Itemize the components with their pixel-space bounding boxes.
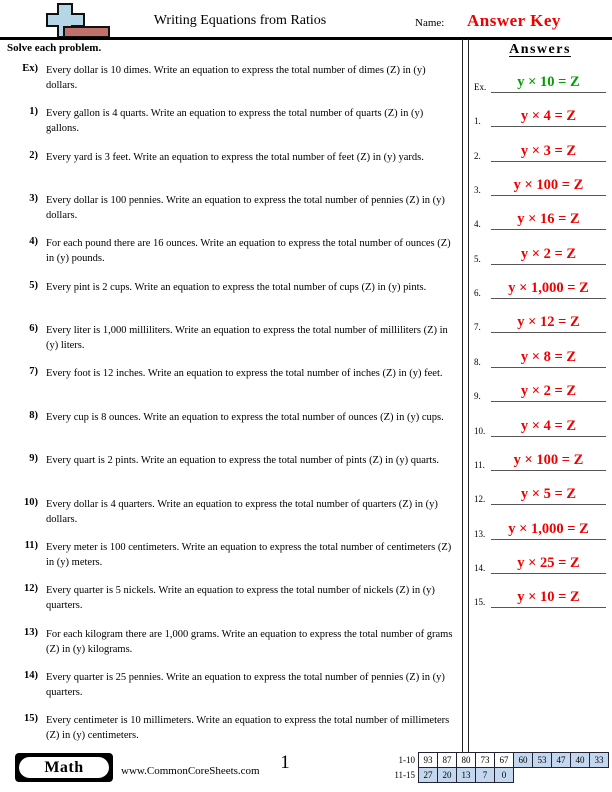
score-cell: 93 [419, 753, 438, 768]
problem-item [0, 713, 458, 743]
problem-number: 9) [29, 453, 38, 465]
problem-number: 8) [29, 409, 38, 421]
score-cell: 27 [419, 768, 438, 783]
column-divider [462, 39, 469, 753]
problem-number: 3) [29, 193, 38, 205]
worksheet-title: Writing Equations from Ratios [153, 13, 327, 28]
problem-item [0, 63, 458, 93]
score-cell: 40 [571, 753, 590, 768]
problem-text: Every yard is 3 feet. Write an equation to express the total number of feet (Z) in (y) yards. [46, 151, 424, 163]
answer-number: 1. [474, 116, 481, 127]
problem-number: Ex) [22, 63, 38, 74]
answer-row [472, 103, 608, 127]
problem-text: Every quart is 2 pints. Write an equation to express the total number of pints (Z) in (y) quarts. [46, 455, 440, 467]
problem-item [0, 670, 458, 700]
answer-number: 12. [474, 494, 486, 505]
score-cell: 67 [495, 753, 514, 768]
problem-text: Every liter is 1,000 milliliters. Write an equation to express the total number of milliliters (Z) in (y) liters. [46, 325, 448, 352]
problem-text: Every centimeter is 10 millimeters. Write an equation to express the total number of millimeters (Z) in (y) centimeters. [46, 715, 450, 742]
answer-number: 9. [474, 391, 481, 402]
problem-text: For each kilogram there are 1,000 grams. Write an equation to express the total number of grams (Z) in (y) kilograms. [46, 628, 453, 655]
problem-number: 2) [29, 149, 38, 161]
answer-equation: y × 4 = Z [520, 417, 577, 434]
score-cell: 60 [514, 753, 533, 768]
answer-number: 7. [474, 322, 481, 333]
answer-number: 2. [474, 150, 481, 161]
problem-item [0, 366, 458, 381]
answer-blank-line [491, 108, 606, 127]
answer-equation: y × 12 = Z [517, 314, 580, 331]
answer-number: 10. [474, 425, 486, 436]
website-text: www.CommonCoreSheets.com [121, 765, 260, 777]
problem-number: 5) [29, 279, 38, 291]
answers-title: Answers [509, 42, 571, 57]
answer-blank-line [491, 143, 606, 162]
problem-number: 15) [24, 713, 38, 725]
answer-blank-line [491, 383, 606, 402]
answer-row [472, 138, 608, 162]
problem-item [0, 106, 458, 136]
problem-number: 4) [29, 236, 38, 248]
answer-row [472, 447, 608, 471]
answer-blank-line [491, 246, 606, 265]
plus-and-bar-logo-icon [46, 3, 116, 39]
subject-badge [15, 753, 113, 782]
problem-number: 1) [29, 106, 38, 118]
answer-number: 6. [474, 288, 481, 299]
problem-text: Every gallon is 4 quarts. Write an equation to express the total number of quarts (Z) in (y) gallons. [46, 108, 424, 135]
answer-row [472, 378, 608, 402]
problem-item [0, 236, 458, 266]
answer-blank-line [491, 280, 606, 299]
answer-equation: y × 10 = Z [517, 74, 580, 90]
problem-number: 14) [24, 669, 38, 681]
answer-row [472, 241, 608, 265]
answer-number: 11. [474, 459, 485, 470]
answer-equation: y × 4 = Z [520, 108, 577, 125]
problem-number: 13) [24, 626, 38, 638]
problem-number: 6) [29, 323, 38, 335]
problem-item [0, 453, 458, 468]
problem-item [0, 323, 458, 353]
score-cell: 73 [476, 753, 495, 768]
score-table-row [386, 768, 609, 783]
answer-row [472, 550, 608, 574]
answer-row [472, 206, 608, 230]
problem-item [0, 497, 458, 527]
answer-equation: y × 3 = Z [520, 142, 577, 159]
answer-equation: y × 2 = Z [520, 383, 577, 400]
answer-equation: y × 25 = Z [517, 554, 580, 571]
problem-text: Every pint is 2 cups. Write an equation to express the total number of cups (Z) in (y) pints. [46, 281, 427, 293]
answer-number: 14. [474, 562, 486, 573]
answer-blank-line [491, 418, 606, 437]
problem-text: Every dollar is 4 quarters. Write an equation to express the total number of quarters (Z) in (y) dollars. [46, 498, 438, 525]
header-rule [0, 37, 612, 40]
answer-number: 5. [474, 253, 481, 264]
problem-number: 10) [24, 496, 38, 508]
score-table [386, 752, 609, 783]
score-cell: 13 [457, 768, 476, 783]
subject-label: Math [18, 756, 110, 779]
score-range-label: 11-15 [394, 770, 415, 780]
answer-equation: y × 1,000 = Z [508, 520, 589, 537]
problem-text: Every foot is 12 inches. Write an equation to express the total number of inches (Z) in (y) feet. [46, 368, 443, 380]
answer-number: 15. [474, 597, 486, 608]
answer-number: 4. [474, 219, 481, 230]
answer-row [472, 309, 608, 333]
commoncoresheets-logo [46, 3, 116, 39]
answer-blank-line [491, 486, 606, 505]
answer-equation: y × 10 = Z [517, 589, 580, 606]
answer-row [472, 481, 608, 505]
answer-blank-line [491, 74, 606, 93]
answer-row [472, 516, 608, 540]
problem-number: 11) [24, 539, 38, 551]
answer-key-text: Answer Key [467, 11, 561, 30]
problem-number: 12) [24, 583, 38, 595]
score-cell: 20 [438, 768, 457, 783]
answer-row [472, 275, 608, 299]
score-range-label: 1-10 [398, 755, 415, 765]
answer-equation: y × 8 = Z [520, 348, 577, 365]
answer-blank-line [491, 555, 606, 574]
answer-equation: y × 5 = Z [520, 486, 577, 503]
answer-blank-line [491, 521, 606, 540]
instructions-text: Solve each problem. [7, 42, 102, 54]
answer-equation: y × 2 = Z [520, 245, 577, 262]
score-table-row [386, 753, 609, 768]
problem-item [0, 583, 458, 613]
answer-equation: y × 100 = Z [513, 451, 584, 468]
answer-blank-line [491, 211, 606, 230]
answer-number: 8. [474, 356, 481, 367]
answer-row [472, 69, 608, 93]
name-label: Name: [415, 17, 445, 29]
page-number: 1 [280, 752, 290, 773]
answer-row [472, 413, 608, 437]
problem-text: For each pound there are 16 ounces. Write an equation to express the total number of ounces (Z) in (y) pounds. [46, 238, 451, 265]
answer-equation: y × 1,000 = Z [508, 280, 589, 297]
problem-text: Every cup is 8 ounces. Write an equation to express the total number of ounces (Z) in (y) cups. [46, 411, 444, 423]
score-cell: 0 [495, 768, 514, 783]
answer-number: Ex. [474, 82, 487, 92]
answer-row [472, 344, 608, 368]
score-cell: 47 [552, 753, 571, 768]
answer-blank-line [491, 589, 606, 608]
answer-blank-line [491, 177, 606, 196]
answer-number: 13. [474, 528, 486, 539]
answer-number: 3. [474, 185, 481, 196]
score-cell: 87 [438, 753, 457, 768]
answer-row [472, 172, 608, 196]
problem-item [0, 150, 458, 165]
answer-blank-line [491, 349, 606, 368]
problem-text: Every quarter is 25 pennies. Write an equation to express the total number of pennies (Z) in (y) quarters. [46, 671, 445, 698]
answer-equation: y × 16 = Z [517, 211, 580, 228]
problem-item [0, 540, 458, 570]
problem-number: 7) [29, 366, 38, 378]
problem-text: Every dollar is 10 dimes. Write an equation to express the total number of dimes (Z) in (y) dollars. [46, 65, 426, 91]
problem-text: Every dollar is 100 pennies. Write an equation to express the total number of pennies (Z) in (y) dollars. [46, 195, 445, 222]
score-cell: 80 [457, 753, 476, 768]
score-cell: 33 [590, 753, 609, 768]
answer-equation: y × 100 = Z [513, 177, 584, 194]
problem-item [0, 193, 458, 223]
score-cell: 53 [533, 753, 552, 768]
answer-row [472, 584, 608, 608]
answer-blank-line [491, 314, 606, 333]
problem-text: Every quarter is 5 nickels. Write an equation to express the total number of nickels (Z) in (y) quarters. [46, 585, 435, 612]
answer-blank-line [491, 452, 606, 471]
problem-text: Every meter is 100 centimeters. Write an equation to express the total number of centimeters (Z) in (y) meters. [46, 541, 452, 568]
problem-item [0, 410, 458, 425]
problem-item [0, 627, 458, 657]
score-cell: 7 [476, 768, 495, 783]
problem-item [0, 280, 458, 295]
